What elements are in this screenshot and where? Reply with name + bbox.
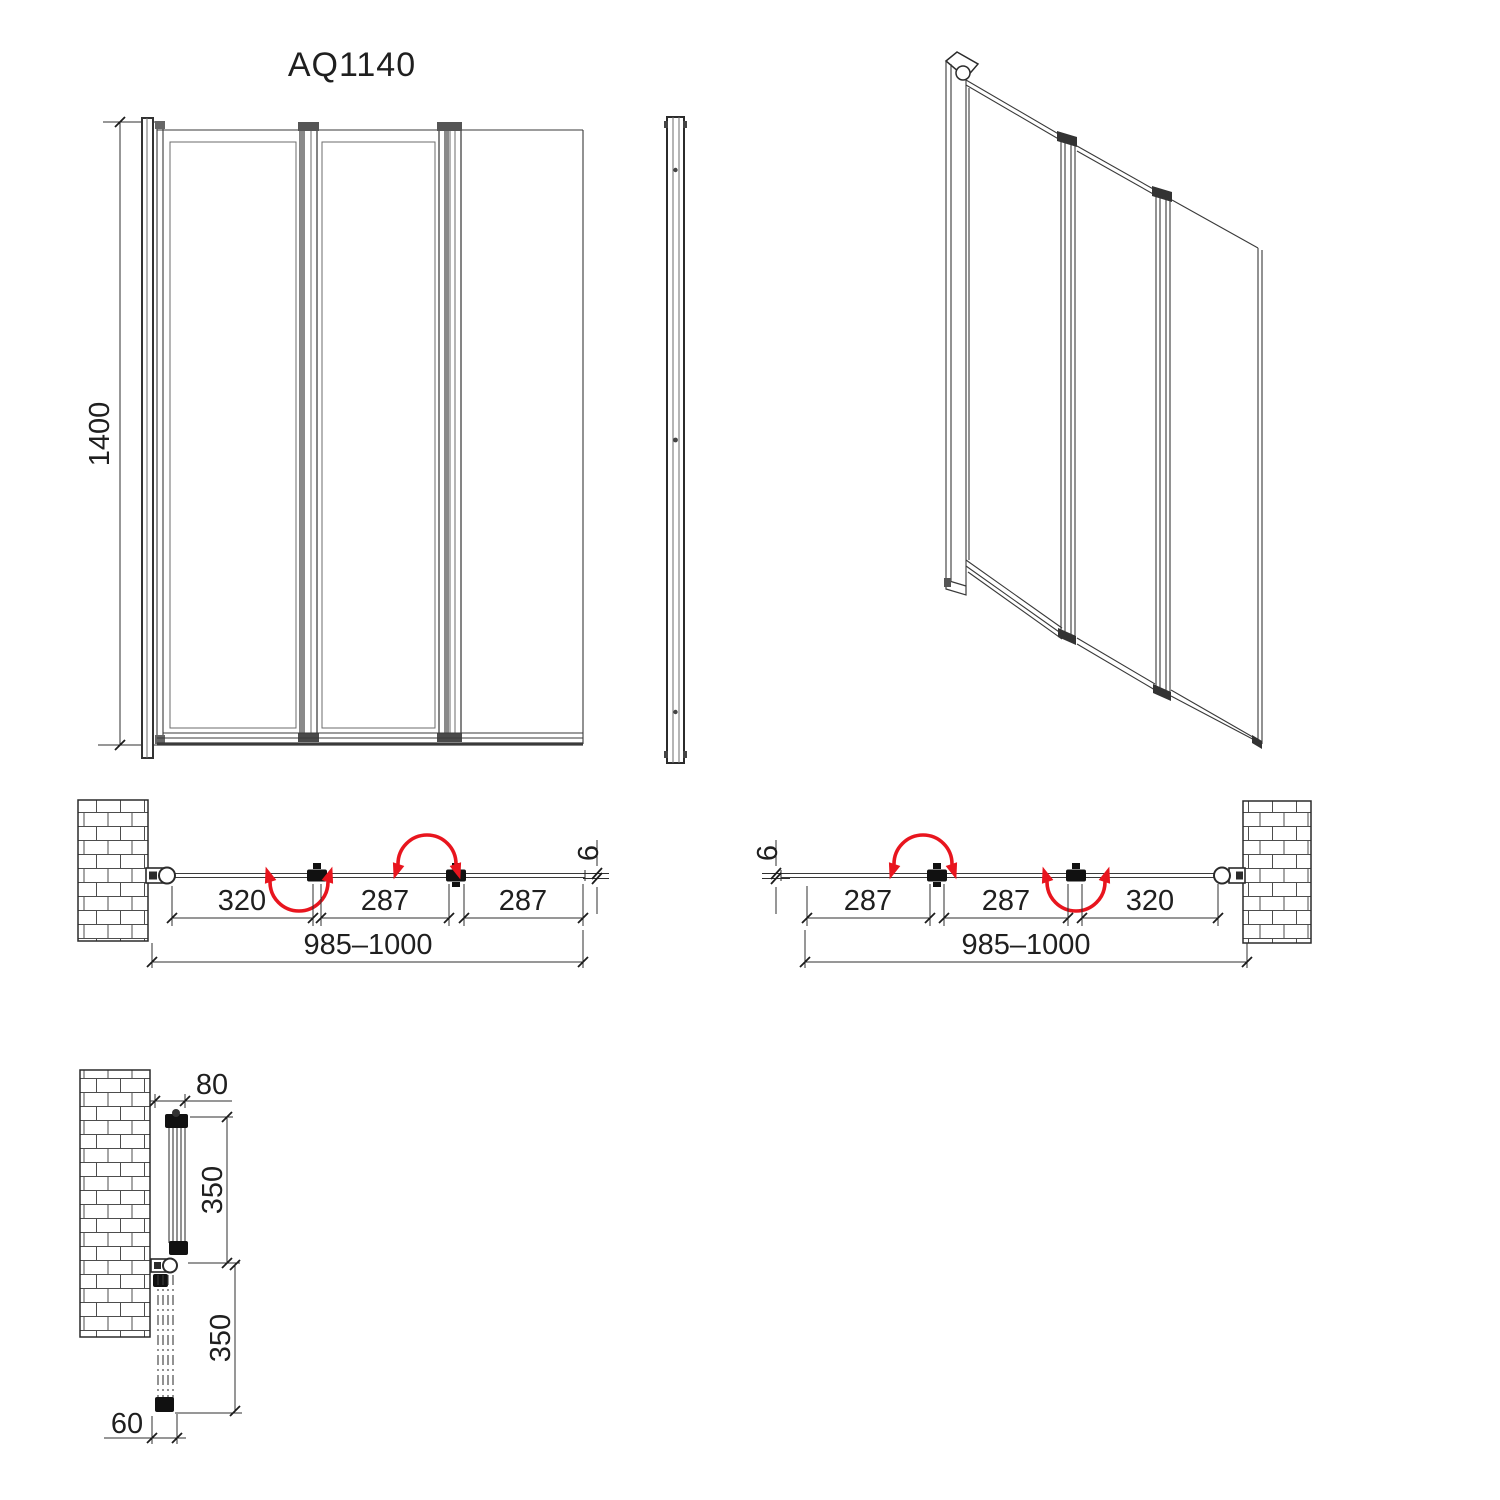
- brick-wall: [1243, 801, 1311, 943]
- glass-plan-line: [781, 870, 1228, 881]
- plan-left-dimensions: [147, 840, 609, 968]
- brick-wall: [78, 800, 148, 941]
- product-code-label: AQ1140: [287, 46, 417, 84]
- plan-right-seg1-label: 287: [843, 885, 893, 917]
- iso-hinge-2: [1152, 186, 1172, 701]
- mount-tab: [664, 751, 668, 758]
- hinge-profile-1: [298, 122, 319, 742]
- fold-direction-arrow: [884, 835, 962, 881]
- iso-panel-3: [1171, 200, 1262, 744]
- fold-upper-panel-label: 350: [197, 1165, 229, 1215]
- mount-tab: [683, 121, 687, 128]
- plan-view-right: [752, 801, 1311, 968]
- plan-hinge: [927, 863, 947, 887]
- iso-wall-profile: [944, 52, 978, 595]
- plan-hinge: [1066, 863, 1086, 882]
- folded-plan-view: [80, 1069, 242, 1444]
- brick-wall: [80, 1070, 150, 1337]
- wall-bracket: [1214, 868, 1245, 884]
- isometric-view: [944, 52, 1262, 749]
- panel-2: [322, 142, 435, 728]
- wall-bracket: [146, 868, 175, 884]
- iso-panel-2: [1077, 146, 1155, 195]
- plan-left-thickness-label: 6: [573, 844, 605, 862]
- plan-right-thickness-label: 6: [752, 844, 784, 862]
- folded-panel-open: [155, 1275, 174, 1412]
- glass-plan-line: [162, 870, 585, 881]
- plan-right-overall-label: 985–1000: [961, 929, 1091, 961]
- plan-left-seg1-label: 320: [217, 885, 267, 917]
- plan-left-overall-label: 985–1000: [303, 929, 433, 961]
- hinge-profile-2: [437, 122, 462, 742]
- mount-tab: [683, 751, 687, 758]
- plan-right-seg3-label: 320: [1125, 885, 1175, 917]
- folded-panel-closed: [165, 1109, 188, 1255]
- front-height-dim-label: 1400: [84, 401, 116, 467]
- glass-panels: [155, 121, 583, 744]
- mount-tab: [664, 121, 668, 128]
- fold-lower-panel-label: 350: [205, 1313, 237, 1363]
- iso-hinge-1: [1057, 131, 1077, 645]
- fold-offset-label: 80: [195, 1069, 229, 1101]
- front-view: [84, 46, 583, 758]
- plan-view-left: [78, 800, 609, 968]
- plan-right-dimensions: [752, 840, 1252, 968]
- side-view: [664, 117, 687, 763]
- panel-1: [170, 142, 296, 728]
- iso-panel-1: [966, 80, 1062, 560]
- frame-cap: [155, 121, 165, 129]
- plan-right-seg2-label: 287: [981, 885, 1031, 917]
- fold-depth-label: 60: [110, 1408, 144, 1440]
- plan-left-seg2-label: 287: [360, 885, 410, 917]
- plan-left-seg3-label: 287: [498, 885, 548, 917]
